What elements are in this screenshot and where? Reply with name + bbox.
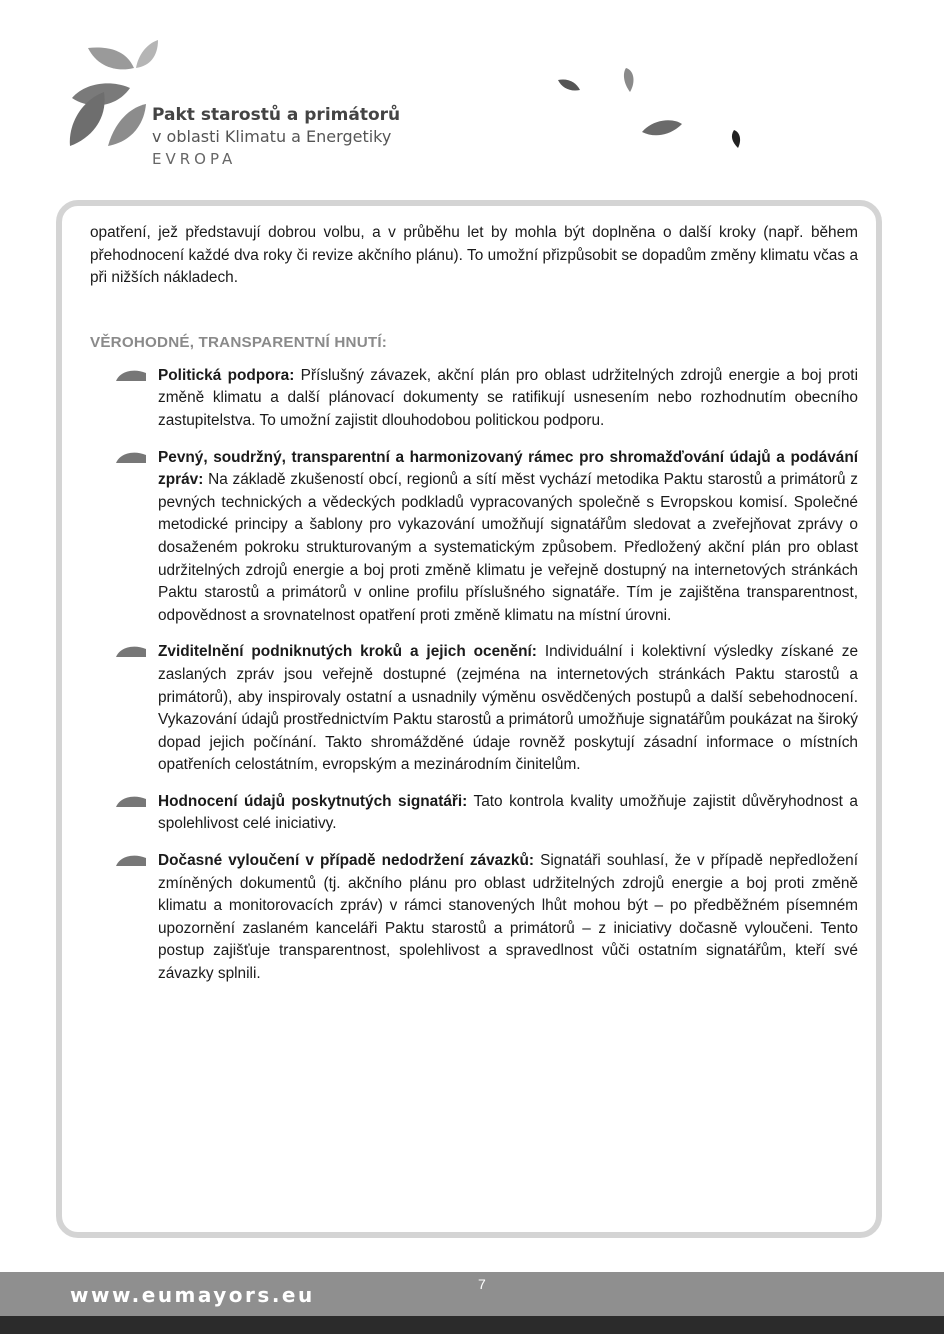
list-item [90, 641, 858, 777]
item-lead: Pevný, soudržný, transparentní a harmonizovaný rámec pro shromažďování údajů a podávání zpráv: [158, 448, 858, 489]
footer-url-link[interactable]: www.eumayors.eu [70, 1283, 315, 1307]
leaf-bullet-icon [116, 369, 146, 381]
item-lead: Zviditelnění podniknutých kroků a jejich ocenění: [158, 643, 537, 661]
footer-bottom-bar [0, 1316, 944, 1334]
list-item [90, 850, 858, 986]
list-item [90, 791, 858, 836]
item-lead: Politická podpora: [158, 366, 295, 384]
leaf-bullet-icon [116, 451, 146, 463]
section-heading: VĚROHODNÉ, TRANSPARENTNÍ HNUTÍ: [90, 333, 388, 351]
item-lead: Dočasné vyloučení v případě nedodržení závazků: [158, 852, 534, 870]
logo-subtitle: v oblasti Klimatu a Energetiky [152, 127, 392, 146]
logo-text [152, 104, 400, 170]
item-text: Tato kontrola kvality umožňuje zajistit důvěryhodnost a spolehlivost celé iniciativy. [158, 792, 858, 833]
list-item [90, 447, 858, 628]
list-item [90, 365, 858, 433]
main-content [90, 222, 858, 1000]
decorative-leaves-icon [550, 62, 750, 152]
item-text: Individuální i kolektivní výsledky získané ze zaslaných zpráv jsou veřejně dostupné (zejména na internetových stránkách Paktu starostů a primátorů), aby inspirovaly ostatní a usnadnily výměnu osvědčených postupů a další sebehodnocení. Vykazování údajů prostřednictvím Paktu starostů a primátorů umožňuje signatářům poukázat na široký dopad jejich počínání. Takto shromážděné údaje rovněž poskytují zásadní informace o místních opatřeních celostátním, evropským a mezinárodním činitelům. [158, 643, 858, 774]
intro-paragraph: opatření, jež představují dobrou volbu, a v průběhu let by mohla být doplněna o další kroky (např. během přehodnocení každé dva roky či revize akčního plánu). To umožní přizpůsobit se dopadům změny klimatu včas a při nižších nákladech. [90, 224, 858, 287]
item-text: Příslušný závazek, akční plán pro oblast udržitelných zdrojů energie a boj proti změně klimatu a další plánovací dokumenty se ratifikují usnesením nebo rozhodnutím obecního zastupitelstva. To umožní zajistit dlouhodobou politickou podporu. [158, 366, 858, 429]
leaf-bullet-icon [116, 854, 146, 866]
leaf-bullet-icon [116, 645, 146, 657]
page-number: 7 [478, 1276, 486, 1292]
item-text: Na základě zkušeností obcí, regionů a sítí měst vychází metodika Paktu starostů a primátorů z pevných technických a vědeckých podkladů vypracovaných společně s Evropskou komisí. Společné metodické principy a šablony pro vykazování umožňují signatářům sledovat a zveřejňovat zprávy o dosaženém pokroku strukturovaným a systematickým způsobem. Předložený akční plán pro oblast udržitelných zdrojů energie a boj proti změně klimatu je veřejně dostupný na internetových stránkách Paktu starostů a primátorů v online profilu příslušného signatáře. Tím je zajištěna transparentnost, odpovědnost a srovnatelnost opatření proti změně klimatu na místní úrovni. [158, 471, 858, 624]
item-lead: Hodnocení údajů poskytnutých signatáři: [158, 792, 468, 810]
logo-region: EVROPA [152, 150, 237, 168]
item-text: Signatáři souhlasí, že v případě nepředložení zmíněných dokumentů (tj. akčního plánu pro oblast udržitelných zdrojů energie a boj proti změně klimatu a monitorovacích zpráv) v rámci stanovených lhůt mohou být – po předběžném písemném upozornění zaslaném kanceláři Paktu starostů a primátorů – z iniciativy dočasně vyloučeni. Tento postup zajišťuje transparentnost, spolehlivost a spravedlnost vůči ostatním signatářům, kteří své závazky splnili. [158, 852, 858, 983]
leaf-bullet-icon [116, 795, 146, 807]
bullet-list [90, 365, 858, 986]
logo-title: Pakt starostů a primátorů [152, 105, 401, 125]
